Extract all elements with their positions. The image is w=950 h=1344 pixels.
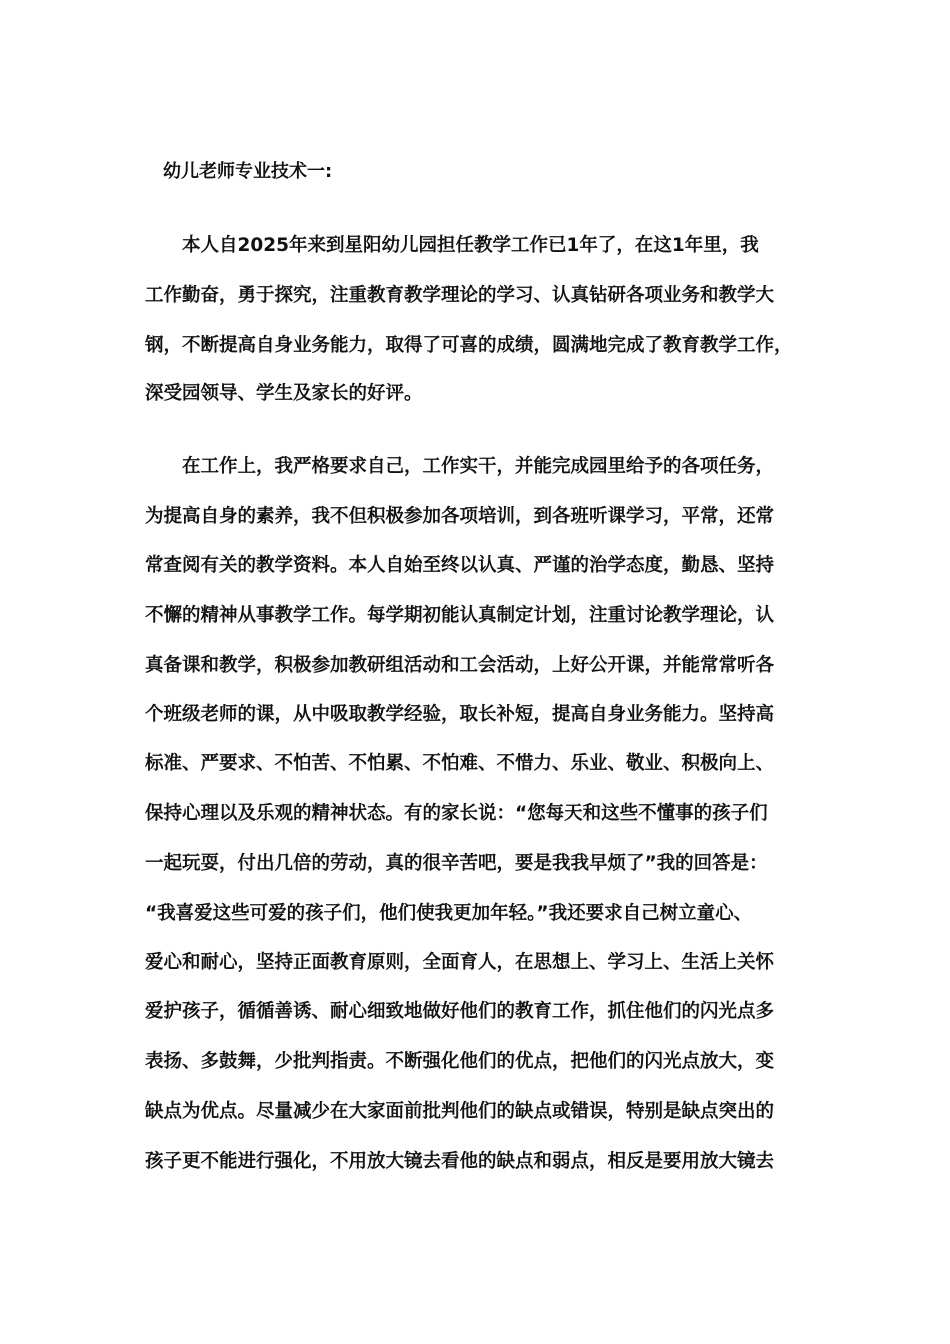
- paragraph-2-line: “我喜爱这些可爱的孩子们，他们使我更加年轻。”我还要求自己树立童心、: [145, 903, 753, 924]
- paragraph-2-line: 个班级老师的课，从中吸取教学经验，取长补短，提高自身业务能力。坚持高: [145, 704, 775, 725]
- paragraph-1-line: 钢，不断提高自身业务能力，取得了可喜的成绩，圆满地完成了教育教学工作，: [145, 335, 793, 356]
- paragraph-2-line: 缺点为优点。尽量减少在大家面前批判他们的缺点或错误，特别是缺点突出的: [145, 1101, 775, 1122]
- paragraph-2-line: 爱心和耐心，坚持正面教育原则，全面育人，在思想上、学习上、生活上关怀: [145, 952, 775, 973]
- paragraph-2-line: 为提高自身的素养，我不但积极参加各项培训，到各班听课学习，平常，还常: [145, 506, 775, 527]
- paragraph-2-line: 不懈的精神从事教学工作。每学期初能认真制定计划，注重讨论教学理论，认: [145, 605, 775, 626]
- paragraph-2-line: 在工作上，我严格要求自己，工作实干，并能完成园里给予的各项任务，: [182, 456, 775, 477]
- paragraph-2-line: 常查阅有关的教学资料。本人自始至终以认真、严谨的治学态度，勤恳、坚持: [145, 555, 775, 576]
- paragraph-1-line: 本人自2025年来到星阳幼儿园担任教学工作已1年了，在这1年里，我: [182, 235, 759, 256]
- paragraph-2-line: 孩子更不能进行强化，不用放大镜去看他的缺点和弱点，相反是要用放大镜去: [145, 1151, 775, 1172]
- paragraph-1-line: 深受园领导、学生及家长的好评。: [145, 383, 423, 404]
- paragraph-2-line: 爱护孩子，循循善诱、耐心细致地做好他们的教育工作，抓住他们的闪光点多: [145, 1001, 775, 1022]
- paragraph-2-line: 标准、严要求、不怕苦、不怕累、不怕难、不惜力、乐业、敬业、积极向上、: [145, 753, 775, 774]
- paragraph-2-line: 表扬、多鼓舞，少批判指责。不断强化他们的优点，把他们的闪光点放大，变: [145, 1051, 775, 1072]
- paragraph-2-line: 保持心理以及乐观的精神状态。有的家长说：“您每天和这些不懂事的孩子们: [145, 803, 768, 824]
- paragraph-1-line: 工作勤奋，勇于探究，注重教育教学理论的学习、认真钻研各项业务和教学大: [145, 285, 775, 306]
- paragraph-2-line: 一起玩耍，付出几倍的劳动，真的很辛苦吧，要是我我早烦了”我的回答是：: [145, 853, 768, 874]
- paragraph-2-line: 真备课和教学，积极参加教研组活动和工会活动，上好公开课，并能常常听各: [145, 655, 775, 676]
- document-heading: 幼儿老师专业技术一:: [163, 161, 333, 182]
